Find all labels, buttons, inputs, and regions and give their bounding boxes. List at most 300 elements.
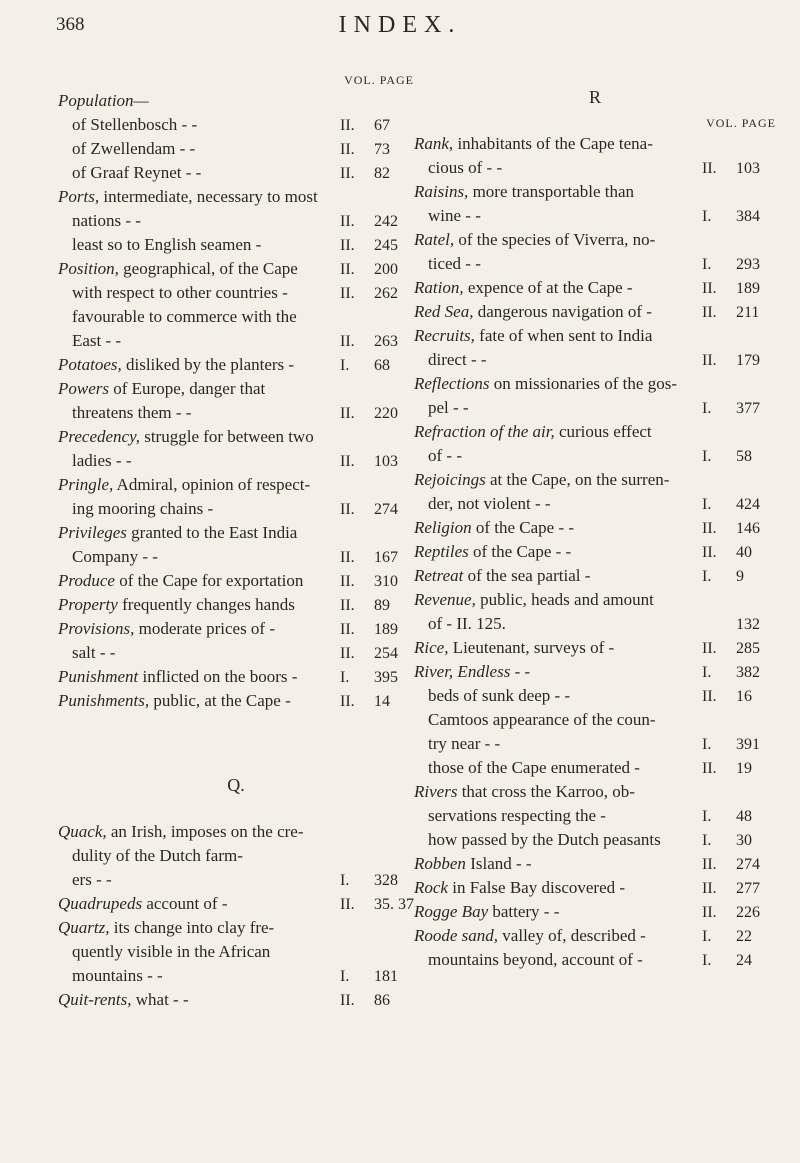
entry-volume: II. bbox=[340, 573, 355, 590]
entry-text bbox=[58, 474, 340, 495]
entry-description: dangerous navigation of - bbox=[473, 302, 652, 321]
left-entries-q bbox=[58, 821, 414, 1010]
entry-text bbox=[58, 186, 340, 207]
right-column-header: VOL. PAGE bbox=[706, 116, 776, 130]
index-entry bbox=[58, 138, 414, 159]
index-entry bbox=[414, 637, 776, 658]
entry-text bbox=[58, 618, 340, 639]
index-line bbox=[58, 234, 414, 255]
entry-headword: Rejoicings bbox=[414, 470, 486, 489]
index-line bbox=[58, 690, 414, 711]
entry-description: struggle for between two bbox=[139, 427, 314, 446]
entry-description: moderate prices of - bbox=[134, 619, 276, 638]
entry-description: least so to English seamen - bbox=[72, 235, 262, 254]
entry-headword: Rock bbox=[414, 878, 448, 897]
entry-text bbox=[414, 565, 702, 586]
entry-text bbox=[414, 829, 702, 850]
entry-volume: II. bbox=[340, 117, 355, 134]
entry-description: account of - bbox=[142, 894, 228, 913]
index-line bbox=[58, 917, 414, 938]
index-line bbox=[414, 709, 776, 730]
entry-description: its change into clay fre- bbox=[109, 918, 275, 937]
index-line bbox=[58, 402, 414, 423]
entry-page: 30 bbox=[736, 832, 752, 849]
entry-page: 382 bbox=[736, 664, 760, 681]
entry-description: granted to the East India bbox=[126, 523, 298, 542]
index-entry bbox=[414, 901, 776, 922]
entry-headword: Robben bbox=[414, 854, 466, 873]
entry-page: 285 bbox=[736, 640, 760, 657]
entry-page: 189 bbox=[374, 621, 398, 638]
index-line bbox=[58, 474, 414, 495]
entry-text bbox=[58, 426, 340, 447]
entry-headword: Population— bbox=[58, 91, 149, 110]
entry-page: 274 bbox=[736, 856, 760, 873]
entry-volume: II. bbox=[702, 760, 717, 777]
entry-volume: I. bbox=[702, 256, 712, 273]
index-line bbox=[414, 877, 776, 898]
index-entry bbox=[58, 474, 414, 519]
index-line bbox=[58, 666, 414, 687]
entry-text bbox=[58, 666, 340, 687]
entry-volume: II. bbox=[702, 544, 717, 561]
entry-headword: Produce bbox=[58, 571, 115, 590]
entry-text bbox=[58, 917, 340, 938]
entry-description: of Graaf Reynet - - bbox=[72, 163, 202, 182]
entry-headword: Roode sand, bbox=[414, 926, 499, 945]
index-line bbox=[414, 925, 776, 946]
entry-volume: II. bbox=[340, 597, 355, 614]
index-entry bbox=[414, 469, 776, 514]
entry-page: 181 bbox=[374, 968, 398, 985]
index-entry bbox=[58, 90, 414, 111]
index-entry bbox=[58, 821, 414, 890]
entry-description: on missionaries of the gos- bbox=[489, 374, 677, 393]
index-line bbox=[414, 181, 776, 202]
entry-volume: II. bbox=[340, 165, 355, 182]
entry-text bbox=[58, 821, 340, 842]
entry-text bbox=[414, 493, 702, 514]
index-line bbox=[414, 853, 776, 874]
entry-page: 377 bbox=[736, 400, 760, 417]
index-line bbox=[58, 426, 414, 447]
entry-text bbox=[58, 989, 340, 1010]
entry-description: - - bbox=[510, 662, 531, 681]
index-line bbox=[414, 397, 776, 418]
index-line bbox=[414, 157, 776, 178]
entry-text bbox=[58, 893, 340, 914]
entry-description: fate of when sent to India bbox=[474, 326, 653, 345]
entry-page: 86 bbox=[374, 992, 390, 1009]
entry-volume: II. bbox=[340, 621, 355, 638]
entry-headword: Privileges bbox=[58, 523, 127, 542]
index-line bbox=[58, 522, 414, 543]
entry-description: battery - - bbox=[488, 902, 560, 921]
entry-volume: II. bbox=[340, 213, 355, 230]
entry-headword: Quartz, bbox=[58, 918, 110, 937]
entry-volume: II. bbox=[702, 640, 717, 657]
index-line bbox=[58, 282, 414, 303]
index-line bbox=[58, 378, 414, 399]
entry-headword: Red Sea, bbox=[414, 302, 474, 321]
entry-volume: I. bbox=[702, 952, 712, 969]
index-line bbox=[58, 546, 414, 567]
entry-page: 262 bbox=[374, 285, 398, 302]
entry-text bbox=[414, 685, 702, 706]
entry-page: 103 bbox=[374, 453, 398, 470]
entry-volume: I. bbox=[702, 448, 712, 465]
entry-description: cious of - - bbox=[428, 158, 503, 177]
index-line bbox=[414, 325, 776, 346]
entry-text bbox=[58, 869, 340, 890]
index-line bbox=[414, 541, 776, 562]
index-entry bbox=[58, 258, 414, 351]
entry-page: 211 bbox=[736, 304, 760, 321]
entry-text bbox=[414, 781, 702, 802]
entry-description: of the sea partial - bbox=[463, 566, 591, 585]
entry-headword: Ratel, bbox=[414, 230, 455, 249]
entry-description: Company - - bbox=[72, 547, 158, 566]
entry-description: valley of, described - bbox=[498, 926, 646, 945]
entry-description: Island - - bbox=[465, 854, 532, 873]
entry-text bbox=[58, 845, 340, 866]
index-line bbox=[414, 517, 776, 538]
entry-description: expence of at the Cape - bbox=[463, 278, 633, 297]
index-entry bbox=[414, 373, 776, 418]
index-line bbox=[58, 162, 414, 183]
entry-volume: II. bbox=[702, 280, 717, 297]
entry-text bbox=[58, 642, 340, 663]
index-line bbox=[414, 373, 776, 394]
entry-description: public, heads and amount bbox=[475, 590, 654, 609]
entry-description: an Irish, imposes on the cre- bbox=[106, 822, 304, 841]
entry-text bbox=[58, 570, 340, 591]
index-entry bbox=[414, 925, 776, 970]
entry-page: 58 bbox=[736, 448, 752, 465]
entry-text bbox=[414, 325, 702, 346]
entry-page: 89 bbox=[374, 597, 390, 614]
index-entry bbox=[58, 522, 414, 567]
index-line bbox=[414, 589, 776, 610]
entry-page: 146 bbox=[736, 520, 760, 537]
entry-text bbox=[58, 162, 340, 183]
entry-page: 167 bbox=[374, 549, 398, 566]
entry-text bbox=[414, 757, 702, 778]
entry-text bbox=[414, 877, 702, 898]
entry-text bbox=[58, 210, 340, 231]
entry-text bbox=[58, 306, 340, 327]
entry-description: East - - bbox=[72, 331, 122, 350]
index-entry bbox=[414, 877, 776, 898]
entry-description: mountains - - bbox=[72, 966, 163, 985]
index-line bbox=[58, 90, 414, 111]
entry-description: geographical, of the Cape bbox=[118, 259, 298, 278]
index-entry bbox=[58, 594, 414, 615]
index-entry bbox=[58, 570, 414, 591]
entry-description: curious effect bbox=[554, 422, 652, 441]
entry-volume: I. bbox=[702, 808, 712, 825]
entry-page: 16 bbox=[736, 688, 752, 705]
entry-headword: Ports, bbox=[58, 187, 100, 206]
entry-text bbox=[58, 690, 340, 711]
entry-description: try near - - bbox=[428, 734, 501, 753]
entry-volume: II. bbox=[702, 520, 717, 537]
index-entry bbox=[414, 781, 776, 850]
entry-text bbox=[414, 733, 702, 754]
entry-volume: II. bbox=[702, 352, 717, 369]
index-line bbox=[414, 949, 776, 970]
index-entry bbox=[414, 325, 776, 370]
entry-volume: II. bbox=[702, 688, 717, 705]
index-entry bbox=[58, 186, 414, 255]
index-line bbox=[58, 114, 414, 135]
entry-volume: II. bbox=[340, 645, 355, 662]
index-entry bbox=[58, 690, 414, 711]
index-line bbox=[58, 821, 414, 842]
index-entry bbox=[414, 517, 776, 538]
entry-volume: I. bbox=[340, 669, 350, 686]
entry-page: 384 bbox=[736, 208, 760, 225]
entry-headword: River, Endless bbox=[414, 662, 511, 681]
entry-text bbox=[58, 546, 340, 567]
entry-text bbox=[58, 330, 340, 351]
entry-page: 19 bbox=[736, 760, 752, 777]
right-entries-r bbox=[414, 133, 776, 970]
index-line bbox=[414, 205, 776, 226]
entry-volume: II. bbox=[340, 285, 355, 302]
entry-headword: Property bbox=[58, 595, 118, 614]
entry-volume: I. bbox=[702, 568, 712, 585]
entry-text bbox=[414, 301, 702, 322]
entry-description: frequently changes hands bbox=[117, 595, 295, 614]
entry-description: inhabitants of the Cape tena- bbox=[453, 134, 653, 153]
entry-headword: Provisions, bbox=[58, 619, 135, 638]
entry-text bbox=[414, 253, 702, 274]
entry-headword: Potatoes, bbox=[58, 355, 122, 374]
entry-description: Camtoos appearance of the coun- bbox=[428, 710, 656, 729]
index-entry bbox=[58, 618, 414, 663]
index-entry bbox=[58, 893, 414, 914]
entry-description: with respect to other countries - bbox=[72, 283, 288, 302]
entry-text bbox=[414, 517, 702, 538]
entry-text bbox=[58, 498, 340, 519]
entry-description: dulity of the Dutch farm- bbox=[72, 846, 243, 865]
entry-description: beds of sunk deep - - bbox=[428, 686, 571, 705]
entry-description: more transportable than bbox=[468, 182, 635, 201]
entry-page: 179 bbox=[736, 352, 760, 369]
entry-text bbox=[58, 965, 340, 986]
index-entry bbox=[414, 661, 776, 778]
entry-description: of the Cape for exportation bbox=[114, 571, 304, 590]
entry-volume: II. bbox=[702, 856, 717, 873]
entry-description: public, at the Cape - bbox=[149, 691, 291, 710]
entry-volume: II. bbox=[702, 880, 717, 897]
entry-volume: II. bbox=[340, 333, 355, 350]
entry-page: 68 bbox=[374, 357, 390, 374]
entry-text bbox=[414, 805, 702, 826]
index-entry bbox=[414, 301, 776, 322]
entry-description: of Stellenbosch - - bbox=[72, 115, 198, 134]
entry-text bbox=[58, 450, 340, 471]
section-letter-q: Q. bbox=[227, 775, 245, 795]
entry-description: intermediate, necessary to most bbox=[99, 187, 318, 206]
entry-headword: Pringle, bbox=[58, 475, 114, 494]
entry-page: 245 bbox=[374, 237, 398, 254]
index-line bbox=[58, 138, 414, 159]
entry-page: 22 bbox=[736, 928, 752, 945]
entry-text bbox=[414, 709, 702, 730]
entry-description: what - - bbox=[131, 990, 189, 1009]
entry-text bbox=[58, 522, 340, 543]
index-line bbox=[414, 133, 776, 154]
index-line bbox=[58, 498, 414, 519]
entry-text bbox=[414, 853, 702, 874]
entry-description: those of the Cape enumerated - bbox=[428, 758, 640, 777]
entry-text bbox=[414, 133, 702, 154]
entry-description: favourable to commerce with the bbox=[72, 307, 297, 326]
entry-volume: I. bbox=[702, 736, 712, 753]
left-column-header: VOL. PAGE bbox=[344, 73, 414, 87]
entry-text bbox=[414, 469, 702, 490]
entry-page: 67 bbox=[374, 117, 390, 134]
index-line bbox=[58, 186, 414, 207]
index-line bbox=[58, 450, 414, 471]
entry-volume: II. bbox=[340, 549, 355, 566]
entry-volume: II. bbox=[702, 160, 717, 177]
index-line bbox=[414, 805, 776, 826]
entry-description: Admiral, opinion of respect- bbox=[113, 475, 311, 494]
index-line bbox=[414, 493, 776, 514]
index-line bbox=[414, 613, 776, 634]
index-line bbox=[58, 618, 414, 639]
entry-headword: Refraction of the air, bbox=[414, 422, 555, 441]
entry-volume: II. bbox=[340, 896, 355, 913]
index-entry bbox=[58, 917, 414, 986]
entry-description: threatens them - - bbox=[72, 403, 192, 422]
entry-volume: I. bbox=[702, 832, 712, 849]
entry-description: disliked by the planters - bbox=[121, 355, 295, 374]
entry-page: 103 bbox=[736, 160, 760, 177]
entry-page: 254 bbox=[374, 645, 398, 662]
index-line bbox=[414, 421, 776, 442]
entry-text bbox=[58, 378, 340, 399]
entry-description: that cross the Karroo, ob- bbox=[457, 782, 635, 801]
entry-headword: Punishment bbox=[58, 667, 139, 686]
entry-volume: II. bbox=[702, 304, 717, 321]
entry-headword: Precedency, bbox=[58, 427, 140, 446]
entry-description: inflicted on the boors - bbox=[138, 667, 298, 686]
entry-volume: II. bbox=[340, 693, 355, 710]
left-column bbox=[58, 70, 414, 1013]
entry-headword: Recruits, bbox=[414, 326, 475, 345]
entry-text bbox=[414, 277, 702, 298]
entry-headword: Position, bbox=[58, 259, 119, 278]
index-line bbox=[58, 594, 414, 615]
entry-page: 226 bbox=[736, 904, 760, 921]
entry-page: 73 bbox=[374, 141, 390, 158]
index-entry bbox=[58, 426, 414, 471]
index-entry bbox=[414, 541, 776, 562]
entry-text bbox=[414, 541, 702, 562]
index-entry bbox=[414, 421, 776, 466]
entry-description: ticed - - bbox=[428, 254, 481, 273]
index-entry bbox=[414, 229, 776, 274]
entry-text bbox=[414, 373, 702, 394]
index-line bbox=[414, 565, 776, 586]
entry-text bbox=[414, 229, 702, 250]
index-entry bbox=[414, 589, 776, 634]
index-line bbox=[414, 685, 776, 706]
entry-page: 220 bbox=[374, 405, 398, 422]
entry-volume: I. bbox=[702, 928, 712, 945]
entry-description: of the Cape - - bbox=[471, 518, 575, 537]
entry-page: 24 bbox=[736, 952, 752, 969]
index-line bbox=[414, 733, 776, 754]
entry-description: of Zwellendam - - bbox=[72, 139, 196, 158]
entry-text bbox=[58, 90, 340, 111]
entry-text bbox=[414, 445, 702, 466]
index-line bbox=[414, 445, 776, 466]
entry-text bbox=[58, 258, 340, 279]
entry-text bbox=[414, 613, 702, 634]
index-entry bbox=[58, 354, 414, 375]
left-entries-p bbox=[58, 90, 414, 711]
entry-headword: Retreat bbox=[414, 566, 464, 585]
entry-page: 40 bbox=[736, 544, 752, 561]
entry-description: quently visible in the African bbox=[72, 942, 271, 961]
entry-headword: Reptiles bbox=[414, 542, 469, 561]
entry-headword: Quadrupeds bbox=[58, 894, 143, 913]
entry-volume: II. bbox=[340, 453, 355, 470]
entry-volume: II. bbox=[702, 904, 717, 921]
entry-page: 189 bbox=[736, 280, 760, 297]
index-line bbox=[414, 253, 776, 274]
entry-volume: II. bbox=[340, 261, 355, 278]
index-line bbox=[414, 469, 776, 490]
entry-headword: Punishments, bbox=[58, 691, 150, 710]
entry-page: 9 bbox=[736, 568, 744, 585]
entry-text bbox=[414, 397, 702, 418]
index-line bbox=[58, 330, 414, 351]
entry-headword: Revenue, bbox=[414, 590, 476, 609]
entry-page: 132 bbox=[736, 616, 760, 633]
entry-text bbox=[58, 941, 340, 962]
entry-page: 274 bbox=[374, 501, 398, 518]
entry-description: of - - bbox=[428, 446, 462, 465]
entry-text bbox=[414, 205, 702, 226]
entry-description: wine - - bbox=[428, 206, 481, 225]
entry-page: 200 bbox=[374, 261, 398, 278]
entry-description: ladies - - bbox=[72, 451, 132, 470]
entry-description: nations - - bbox=[72, 211, 141, 230]
index-line bbox=[58, 210, 414, 231]
entry-description: direct - - bbox=[428, 350, 487, 369]
entry-text bbox=[58, 114, 340, 135]
index-line bbox=[58, 570, 414, 591]
entry-text bbox=[414, 589, 702, 610]
entry-volume: II. bbox=[340, 501, 355, 518]
index-line bbox=[58, 989, 414, 1010]
entry-headword: Religion bbox=[414, 518, 472, 537]
entry-page: 424 bbox=[736, 496, 760, 513]
index-line bbox=[414, 349, 776, 370]
index-line bbox=[414, 229, 776, 250]
entry-text bbox=[58, 138, 340, 159]
index-line bbox=[58, 354, 414, 375]
entry-page: 14 bbox=[374, 693, 390, 710]
section-letter-r: R bbox=[588, 87, 601, 107]
index-entry bbox=[58, 666, 414, 687]
